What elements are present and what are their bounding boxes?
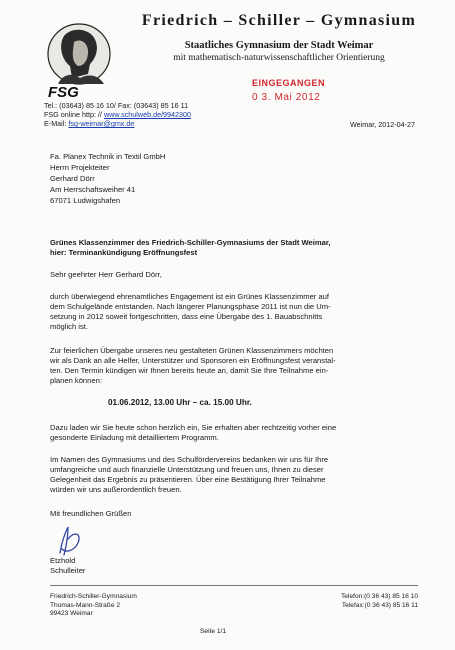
paragraph-line: gesonderte Einladung mit detailliertem Programm. bbox=[50, 433, 219, 442]
salutation: Sehr geehrter Herr Gerhard Dörr, bbox=[50, 270, 162, 279]
footer-fax: Telefax:(0 36 43) 85 16 11 bbox=[341, 601, 418, 609]
footer-contact bbox=[316, 593, 418, 610]
school-orientation: mit mathematisch-naturwissenschaftlicher Orientierung bbox=[173, 53, 385, 63]
contact-email bbox=[44, 119, 191, 128]
recipient-title: Herrn Projekteiter bbox=[50, 163, 110, 172]
contact-online-label: FSG online http: // bbox=[44, 110, 102, 119]
paragraph-line: Gelegenheit das Ergebnis zu präsentieren. Über eine Bestätigung Ihrer Teilnahme bbox=[50, 475, 326, 484]
page-number: Seite 1/1 bbox=[200, 628, 227, 635]
recipient-name: Gerhard Dörr bbox=[50, 174, 95, 183]
closing: Mit freundlichen Grüßen bbox=[50, 509, 132, 518]
received-stamp-date: 0 3. Mai 2012 bbox=[252, 92, 321, 103]
footer-line: 99423 Weimar bbox=[50, 610, 93, 617]
contact-block bbox=[44, 101, 191, 128]
website-link[interactable]: www.schulweb.de/9942300 bbox=[103, 110, 192, 119]
recipient-city: 67071 Ludwigshafen bbox=[50, 196, 121, 205]
paragraph-1 bbox=[50, 292, 420, 332]
paragraph-line: durch überwiegend ehrenamtliches Engagement ist ein Grünes Klassenzimmer auf bbox=[50, 292, 330, 301]
paragraph-line: Dazu laden wir Sie heute schon herzlich ein, Sie erhalten aber rechtzeitig vorher eine bbox=[50, 423, 337, 432]
recipient-address bbox=[50, 151, 165, 206]
paragraph-line: würden wir uns außerordentlich freuen. bbox=[50, 485, 182, 494]
paragraph-3 bbox=[50, 423, 420, 443]
signer-role: Schulleiter bbox=[50, 566, 86, 575]
subject-line-2: hier: Terminankündigung Eröffnungsfest bbox=[50, 248, 198, 257]
schiller-portrait-logo bbox=[44, 22, 114, 100]
footer-line: Friedrich-Schiller-Gymnasium bbox=[50, 593, 137, 600]
footer-address bbox=[50, 593, 137, 619]
subject-line-1: Grünes Klassenzimmer des Friedrich-Schiller-Gymnasiums der Stadt Weimar, bbox=[50, 238, 331, 247]
paragraph-line: setzung in 2012 soweit fortgeschritten, dass eine Übergabe des 1. Bauabschnitts bbox=[50, 312, 323, 321]
paragraph-line: Im Namen des Gymnasiums und des Schulfördervereins bedanken wir uns für Ihre bbox=[50, 455, 329, 464]
letter-place-date: Weimar, 2012-04-27 bbox=[350, 120, 415, 129]
paragraph-line: dem Schulgelände entstanden. Nach längerer Planungsphase 2011 ist nun die Um- bbox=[50, 302, 331, 311]
school-subtitle: Staatliches Gymnasium der Stadt Weimar bbox=[184, 40, 374, 51]
footer-phone: Telefon:(0 36 43) 85 16 10 bbox=[341, 593, 418, 600]
paragraph-line: wir als Dank an alle Helfer, Unterstützer und Sponsoren ein Eröffnungsfest veranstal- bbox=[50, 356, 336, 365]
recipient-company: Fa. Planex Technik in Textil GmbH bbox=[50, 152, 166, 161]
appointment-date: 01.06.2012, 13.00 Uhr – ca. 15.00 Uhr. bbox=[108, 398, 252, 407]
paragraph-line: Zur feierlichen Übergabe unseres neu gestalteten Grünen Klassenzimmers möchten bbox=[50, 346, 334, 355]
footer-divider bbox=[50, 585, 418, 586]
footer-line: Thomas-Mann-Straße 2 bbox=[50, 601, 120, 609]
paragraph-2 bbox=[50, 346, 420, 386]
signer-name: Etzhold bbox=[50, 556, 76, 565]
contact-online bbox=[44, 110, 191, 119]
contact-phone: Tel.: (03643) 85 16 10/ Fax: (03643) 85 16 11 bbox=[44, 101, 189, 110]
paragraph-line: planen können: bbox=[50, 376, 102, 385]
paragraph-line: ten. Den Termin kündigen wir Ihnen bereits heute an, damit Sie Ihre Teilnahme ein- bbox=[50, 366, 329, 375]
handwritten-signature bbox=[54, 523, 84, 559]
letter-subject bbox=[50, 238, 415, 258]
school-name: Friedrich – Schiller – Gymnasium bbox=[141, 12, 417, 29]
paragraph-line: umfangreiche und auch finanzielle Unterstützung und freuen uns, Ihnen zu dieser bbox=[50, 465, 324, 474]
email-link[interactable]: fsg-weimar@gmx.de bbox=[68, 119, 135, 128]
fsg-logo-text: FSG bbox=[48, 84, 79, 100]
paragraph-line: möglich ist. bbox=[50, 322, 88, 331]
contact-email-label: E-Mail: bbox=[44, 119, 67, 128]
received-stamp-label: EINGEGANGEN bbox=[252, 78, 326, 88]
recipient-street: Am Herrschaftsweiher 41 bbox=[50, 185, 136, 194]
paragraph-4 bbox=[50, 455, 420, 495]
